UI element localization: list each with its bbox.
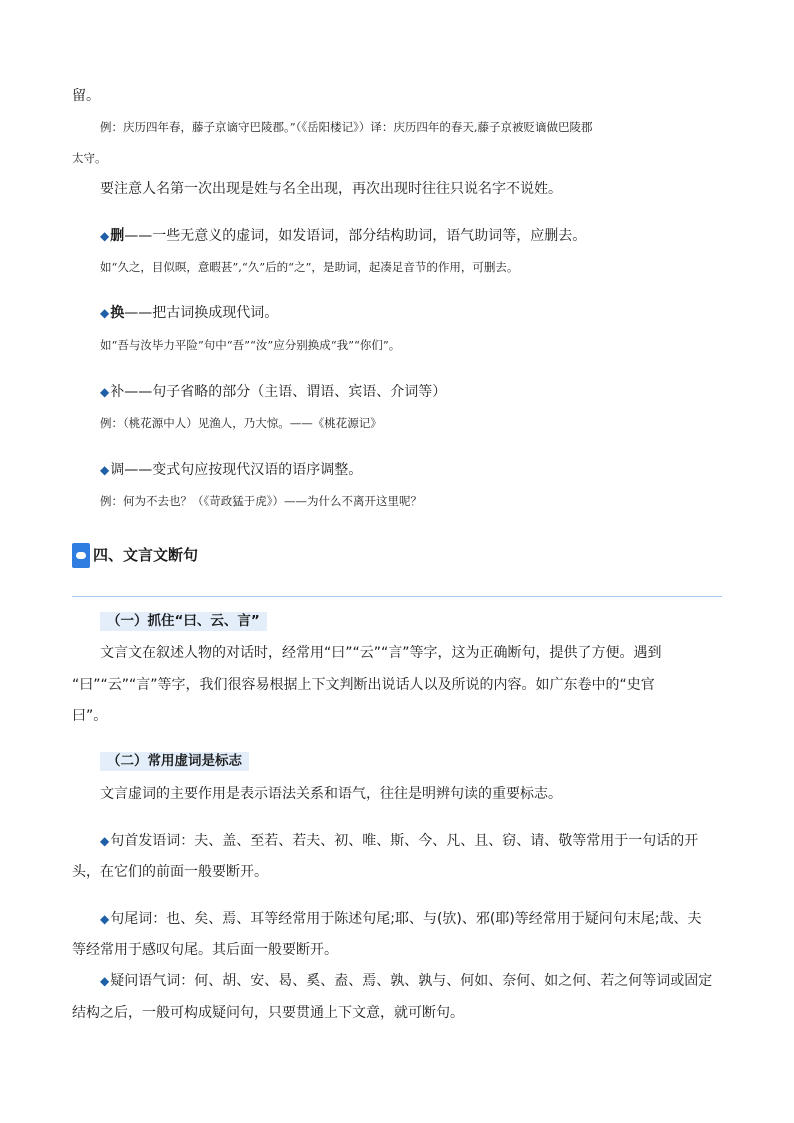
diamond-bullet-icon: ◆ — [100, 385, 110, 399]
example-line: 例：庆历四年春，藤子京谪守巴陵郡。”（《岳阳楼记》）译：庆历四年的春天,藤子京被贬谪做巴陵郡 — [100, 120, 593, 134]
diamond-bullet-icon: ◆ — [100, 306, 110, 320]
rule-keyword: 删 — [110, 228, 125, 244]
text-line: “曰”“云”“言”等字，我们很容易根据上下文判断出说话人以及所说的内容。如广东卷中的“史官 — [72, 677, 655, 693]
rule-item-final-particles — [100, 909, 702, 929]
section-title: 四、文言文断句 — [93, 546, 199, 564]
rule-item-delete — [100, 226, 586, 246]
rule-keyword: 调 — [110, 462, 125, 478]
rule-text: ：何、胡、安、曷、奚、盍、焉、孰、孰与、何如、奈何、如之何、若之何等词或固定 — [180, 973, 713, 989]
example-line: 太守。 — [72, 151, 107, 165]
rule-text: ——把古词换成现代词。 — [124, 305, 279, 321]
section-divider — [72, 596, 722, 597]
diamond-bullet-icon: ◆ — [100, 463, 110, 477]
rule-keyword: 疑问语气词 — [110, 973, 181, 989]
rule-keyword: 换 — [110, 305, 125, 321]
text-line: 曰”。 — [72, 708, 108, 724]
rule-item-replace — [100, 303, 278, 323]
rule-item-supplement — [100, 382, 446, 402]
rule-keyword: 补 — [110, 384, 125, 400]
rule-text: ——句子省略的部分（主语、谓语、宾语、介词等） — [124, 384, 447, 400]
text-line: 等经常用于感叹句尾。其后面一般要断开。 — [72, 942, 338, 958]
rule-text: ：夫、盖、至若、若夫、初、唯、斯、今、凡、且、窃、请、敬等常用于一句话的开 — [180, 833, 699, 849]
diamond-bullet-icon: ◆ — [100, 912, 110, 926]
rule-item-initial-particles — [100, 831, 698, 851]
section-badge-icon — [72, 543, 90, 568]
diamond-bullet-icon: ◆ — [100, 974, 110, 988]
subsection-tag: （一）抓住“曰、云、言” — [100, 612, 267, 631]
text-line: 头，在它们的前面一般要断开。 — [72, 864, 268, 880]
example-line: 如“吾与汝毕力平险”句中“吾”“汝”应分别换成“我”“你们”。 — [100, 338, 401, 352]
rule-item-interrogative — [100, 971, 712, 991]
example-line: 如“久之，目似暝，意暇甚”,“久”后的“之”，是助词，起凑足音节的作用，可删去。 — [100, 260, 519, 274]
subsection-tag: （二）常用虚词是标志 — [100, 752, 249, 771]
example-line: 例：何为不去也？（《苛政猛于虎》）——为什么不离开这里呢？ — [100, 494, 422, 508]
rule-keyword: 句首发语词 — [110, 833, 181, 849]
diamond-bullet-icon: ◆ — [100, 834, 110, 848]
rule-item-adjust — [100, 460, 362, 480]
rule-text: ：也、矣、焉、耳等经常用于陈述句尾;耶、与(欤)、邪(耶)等经常用于疑问句末尾;哉、夫 — [152, 911, 702, 927]
diamond-bullet-icon: ◆ — [100, 229, 110, 243]
text-line: 留。 — [72, 88, 100, 104]
text-line: 文言文在叙述人物的对话时，经常用“曰”“云”“言”等字，这为正确断句，提供了方便。遇到 — [100, 645, 662, 661]
text-line: 结构之后，一般可构成疑问句，只要贯通上下文意，就可断句。 — [72, 1005, 464, 1021]
rule-text: ——一些无意义的虚词，如发语词，部分结构助词，语气助词等，应删去。 — [124, 228, 587, 244]
rule-keyword: 句尾词 — [110, 911, 153, 927]
rule-text: ——变式句应按现代汉语的语序调整。 — [124, 462, 363, 478]
text-line: 文言虚词的主要作用是表示语法关系和语气，往往是明辨句读的重要标志。 — [100, 786, 562, 802]
example-line: 例：（桃花源中人）见渔人，乃大惊。——《桃花源记》 — [100, 416, 382, 430]
text-line: 要注意人名第一次出现是姓与名全出现，再次出现时往往只说名字不说姓。 — [100, 181, 562, 197]
